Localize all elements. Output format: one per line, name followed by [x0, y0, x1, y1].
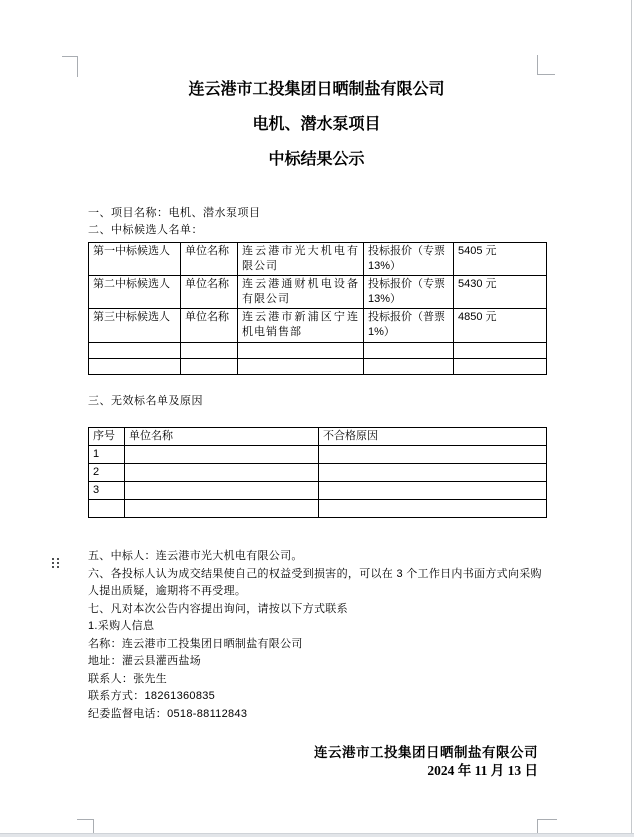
table-header-row: [89, 428, 547, 446]
body-line: 纪委监督电话：0518-88112843: [88, 707, 248, 720]
cell-company: [125, 446, 319, 464]
signature-date: 2024 年 11 月 13 日: [427, 763, 538, 778]
table-row: [89, 500, 547, 518]
announcement-title: 中标结果公示: [268, 151, 365, 168]
section-candidate-list: 二、中标候选人名单：: [88, 224, 203, 236]
cell-label: [181, 343, 238, 359]
cell-label: 单位名称: [181, 276, 238, 309]
table-row: [89, 359, 547, 375]
body-line: 五、中标人：连云港市光大机电有限公司。: [88, 550, 303, 562]
cell-company: [125, 464, 319, 482]
cell-price-label: [364, 343, 454, 359]
cell-price-label: [364, 359, 454, 375]
invalid-bids-table: [88, 427, 547, 518]
cell-label: 单位名称: [181, 243, 238, 276]
cell-reason: [319, 482, 547, 500]
cell-company: [238, 343, 364, 359]
table-row: [89, 309, 547, 343]
body-line: 联系人：张先生: [88, 672, 168, 685]
announcement-body: [88, 548, 548, 723]
table-row: [89, 464, 547, 482]
cell-company: 连云港市新浦区宁连机电销售部: [238, 309, 364, 343]
cell-company: 连云港通财机电设备有限公司: [238, 276, 364, 309]
cell-price: [454, 359, 547, 375]
cell-price-label: 投标报价（专票 13%）: [364, 243, 454, 276]
body-line: 联系方式：18261360835: [88, 690, 216, 702]
crop-mark-bottom-left-icon: [77, 819, 94, 834]
cell-company: [125, 500, 319, 518]
cell-serial: [89, 500, 125, 518]
cell-reason: [319, 446, 547, 464]
table-row: [89, 482, 547, 500]
page-bottom-gap: [0, 833, 634, 837]
cell-serial: 3: [89, 482, 125, 500]
body-line: 地址：灌云县灌西盐场: [88, 655, 201, 667]
crop-mark-top-right-icon: [537, 55, 555, 75]
cell-reason: [319, 500, 547, 518]
cell-price: 4850 元: [454, 309, 547, 343]
cell-company: 连云港市光大机电有限公司: [238, 243, 364, 276]
cell-price-label: 投标报价（普票 1%）: [364, 309, 454, 343]
body-line: 1.采购人信息: [88, 620, 155, 632]
crop-mark-bottom-right-icon: [537, 819, 557, 834]
cell-serial: 1: [89, 446, 125, 464]
cell-rank: [89, 343, 181, 359]
cell-rank: 第二中标候选人: [89, 276, 181, 309]
body-line: 七、凡对本次公告内容提出询问，请按以下方式联系: [88, 602, 348, 615]
cell-reason: [319, 464, 547, 482]
body-line: 六、各投标人认为成交结果使自己的权益受到损害的，可以在 3 个工作日内书面方式向采购: [88, 567, 542, 580]
cell-rank: 第三中标候选人: [89, 309, 181, 343]
bid-candidates-table: [88, 242, 547, 375]
signature-company: 连云港市工投集团日晒制盐有限公司: [314, 745, 538, 760]
section-invalid-bids: 三、无效标名单及原因: [88, 395, 203, 407]
signature-block: [88, 744, 538, 780]
table-row: [89, 446, 547, 464]
cell-price: 5405 元: [454, 243, 547, 276]
project-title: 电机、潜水泵项目: [252, 116, 381, 133]
header-company-name: 单位名称: [125, 428, 319, 446]
page-right-edge: [631, 0, 632, 837]
header-serial-number: 序号: [89, 428, 125, 446]
drag-handle-icon[interactable]: [52, 558, 60, 570]
cell-label: [181, 359, 238, 375]
cell-rank: 第一中标候选人: [89, 243, 181, 276]
cell-company: [238, 359, 364, 375]
body-line: 名称：连云港市工投集团日晒制盐有限公司: [88, 637, 303, 650]
cell-price-label: 投标报价（专票 13%）: [364, 276, 454, 309]
cell-label: 单位名称: [181, 309, 238, 343]
cell-serial: 2: [89, 464, 125, 482]
cell-price: 5430 元: [454, 276, 547, 309]
table-row: [89, 276, 547, 309]
header-reject-reason: 不合格原因: [319, 428, 547, 446]
section-project-name: 一、项目名称：电机、潜水泵项目: [88, 207, 261, 219]
body-line: 人提出质疑，逾期将不再受理。: [88, 585, 247, 597]
table-row: [89, 243, 547, 276]
company-title: 连云港市工投集团日晒制盐有限公司: [188, 81, 445, 98]
crop-mark-top-left-icon: [62, 56, 78, 77]
cell-company: [125, 482, 319, 500]
cell-price: [454, 343, 547, 359]
table-row: [89, 343, 547, 359]
cell-rank: [89, 359, 181, 375]
